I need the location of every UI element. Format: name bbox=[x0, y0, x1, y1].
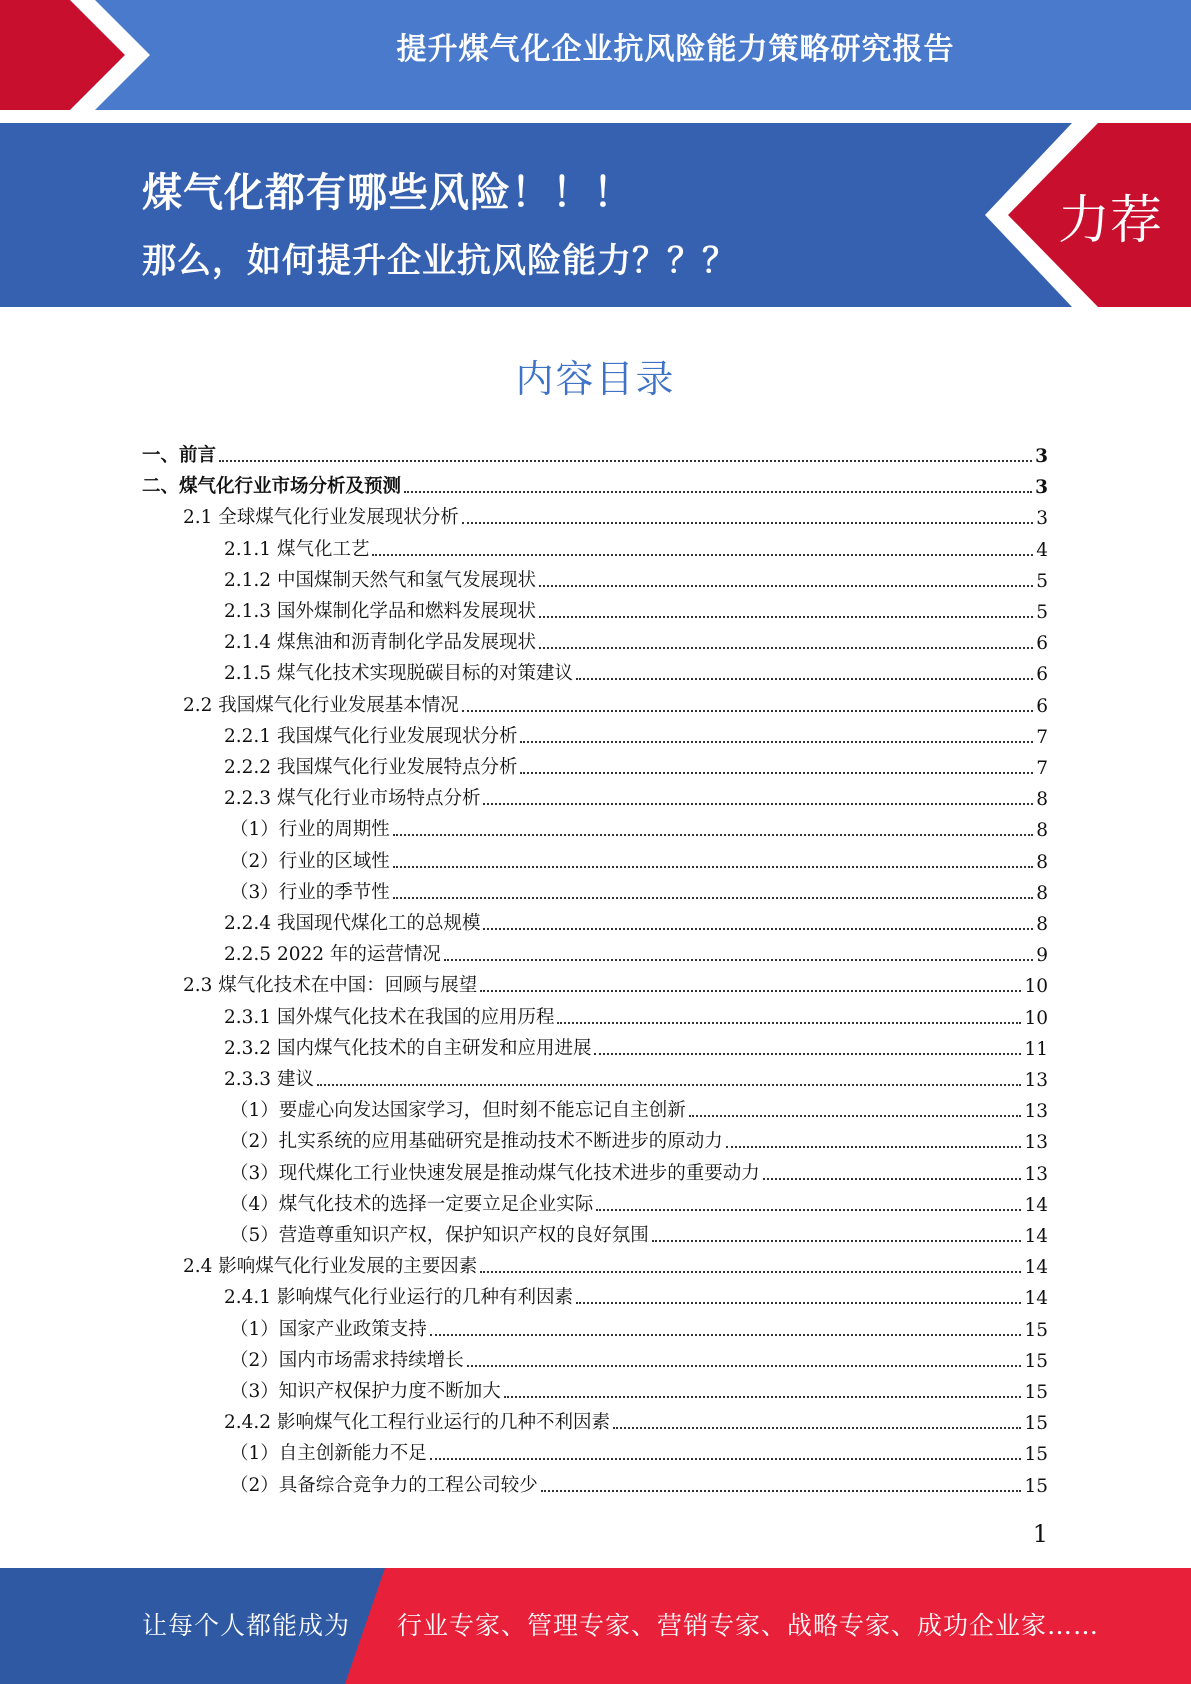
toc-entry-label: 2.2.2 我国煤气化行业发展特点分析 bbox=[224, 757, 518, 778]
toc-entry[interactable] bbox=[230, 1434, 1048, 1465]
toc-entry-label: （1）国家产业政策支持 bbox=[230, 1318, 427, 1340]
toc-entry-page: 6 bbox=[1036, 664, 1048, 686]
toc-entry-page: 15 bbox=[1024, 1475, 1048, 1497]
toc-leader-dots bbox=[613, 1427, 1021, 1429]
toc-entry[interactable] bbox=[224, 623, 1048, 654]
toc-entry-label: 2.4 影响煤气化行业发展的主要因素 bbox=[183, 1256, 478, 1278]
toc-entry-page: 7 bbox=[1036, 758, 1048, 779]
toc-entry[interactable] bbox=[230, 1091, 1048, 1122]
toc-entry[interactable] bbox=[224, 561, 1048, 592]
toc-leader-dots bbox=[504, 1396, 1022, 1398]
toc-entry[interactable] bbox=[224, 530, 1048, 561]
toc-entry-label: （2）扎实系统的应用基础研究是推动技术不断进步的原动力 bbox=[230, 1131, 723, 1153]
toc-entry-label: 2.3.2 国内煤气化技术的自主研发和应用进展 bbox=[224, 1037, 592, 1059]
toc-entry-label: （3）行业的季节性 bbox=[230, 881, 390, 903]
toc-entry-page: 15 bbox=[1024, 1319, 1048, 1341]
toc-entry[interactable] bbox=[230, 1310, 1048, 1341]
toc-entry-label: 2.1.4 煤焦油和沥青制化学品发展现状 bbox=[224, 632, 536, 654]
toc-entry-page: 3 bbox=[1035, 446, 1048, 467]
toc-entry-label: （1）自主创新能力不足 bbox=[230, 1443, 427, 1465]
toc-entry-label: 2.4.1 影响煤气化行业运行的几种有利因素 bbox=[224, 1287, 573, 1309]
toc-entry-label: 2.1.1 煤气化工艺 bbox=[224, 538, 370, 560]
hero-subheadline: 那么，如何提升企业抗风险能力？？？ bbox=[142, 241, 737, 281]
toc-entry-label: （2）行业的区域性 bbox=[230, 850, 390, 872]
report-title: 提升煤气化企业抗风险能力策略研究报告 bbox=[396, 32, 955, 67]
footer-banner bbox=[0, 1568, 1191, 1684]
toc-title: 内容目录 bbox=[515, 357, 676, 401]
toc-entry-page: 6 bbox=[1036, 633, 1048, 655]
hero-headline: 煤气化都有哪些风险！！！ bbox=[142, 170, 634, 216]
toc-entry-page: 15 bbox=[1024, 1382, 1048, 1403]
toc-entry-page: 3 bbox=[1035, 477, 1048, 499]
toc-entry[interactable] bbox=[230, 1466, 1048, 1497]
toc-leader-dots bbox=[393, 834, 1033, 836]
toc-leader-dots bbox=[596, 1209, 1021, 1211]
toc-entry-label: 2.1.2 中国煤制天然气和氢气发展现状 bbox=[224, 569, 536, 591]
toc-entry[interactable] bbox=[230, 1154, 1048, 1185]
toc-entry-label: 2.4.2 影响煤气化工程行业运行的几种不利因素 bbox=[224, 1412, 610, 1434]
toc-entry[interactable] bbox=[224, 1060, 1048, 1091]
toc-entry[interactable] bbox=[230, 1185, 1048, 1216]
toc-entry[interactable] bbox=[183, 686, 1048, 717]
toc-entry-label: 一、前言 bbox=[142, 445, 217, 466]
toc-entry-label: 2.2 我国煤气化行业发展基本情况 bbox=[183, 694, 459, 716]
toc-entry-label: 2.1.5 煤气化技术实现脱碳目标的对策建议 bbox=[224, 663, 573, 685]
toc-leader-dots bbox=[462, 522, 1033, 524]
toc-entry[interactable] bbox=[183, 498, 1048, 529]
toc-entry-page: 13 bbox=[1024, 1101, 1048, 1123]
toc-entry-label: 2.3.1 国外煤气化技术在我国的应用历程 bbox=[224, 1006, 555, 1028]
toc-entry[interactable] bbox=[183, 1247, 1048, 1278]
toc-entry[interactable] bbox=[224, 779, 1048, 810]
toc-entry[interactable] bbox=[183, 966, 1048, 997]
toc-entry-page: 11 bbox=[1024, 1038, 1048, 1060]
toc-entry-page: 8 bbox=[1036, 851, 1048, 873]
toc-entry-page: 4 bbox=[1036, 539, 1048, 561]
page-number: 1 bbox=[1032, 1520, 1048, 1548]
toc-entry-page: 5 bbox=[1036, 570, 1048, 592]
toc-entry[interactable] bbox=[224, 1278, 1048, 1309]
toc-leader-dots bbox=[430, 1334, 1022, 1336]
toc-entry[interactable] bbox=[230, 810, 1048, 841]
toc-leader-dots bbox=[539, 585, 1033, 587]
toc-leader-dots bbox=[483, 928, 1033, 930]
toc-entry-label: 2.2.1 我国煤气化行业发展现状分析 bbox=[224, 725, 518, 747]
toc-entry[interactable] bbox=[224, 904, 1048, 935]
toc-entry-page: 13 bbox=[1024, 1163, 1048, 1185]
toc-leader-dots bbox=[520, 741, 1033, 743]
toc-leader-dots bbox=[652, 1240, 1022, 1242]
toc-leader-dots bbox=[594, 1053, 1021, 1055]
toc-leader-dots bbox=[393, 897, 1033, 899]
toc-entry-page: 8 bbox=[1036, 789, 1048, 811]
toc-entry-label: （5）营造尊重知识产权，保护知识产权的良好氛围 bbox=[230, 1225, 649, 1246]
toc-leader-dots bbox=[462, 710, 1033, 712]
toc-entry[interactable] bbox=[224, 717, 1048, 748]
toc-entry-page: 9 bbox=[1036, 945, 1048, 967]
toc-leader-dots bbox=[480, 1271, 1021, 1273]
toc-entry[interactable] bbox=[230, 842, 1048, 873]
toc-leader-dots bbox=[763, 1178, 1022, 1180]
toc-entry[interactable] bbox=[142, 436, 1048, 467]
toc-entry-page: 14 bbox=[1024, 1226, 1048, 1247]
toc-leader-dots bbox=[520, 772, 1033, 774]
toc-leader-dots bbox=[541, 1490, 1022, 1492]
toc-entry[interactable] bbox=[224, 592, 1048, 623]
top-banner bbox=[0, 0, 1191, 110]
toc-entry[interactable] bbox=[224, 1403, 1048, 1434]
toc-leader-dots bbox=[404, 491, 1032, 493]
toc-entry[interactable] bbox=[142, 467, 1048, 498]
toc-entry-label: （1）行业的周期性 bbox=[230, 819, 390, 841]
toc-entry-page: 14 bbox=[1024, 1194, 1048, 1216]
toc-leader-dots bbox=[483, 803, 1033, 805]
toc-entry-page: 3 bbox=[1036, 508, 1048, 530]
toc-entry-label: （1）要虚心向发达国家学习，但时刻不能忘记自主创新 bbox=[230, 1100, 686, 1122]
toc-entry[interactable] bbox=[224, 748, 1048, 779]
toc-entry-page: 10 bbox=[1024, 1007, 1048, 1029]
toc-entry-page: 15 bbox=[1024, 1413, 1048, 1435]
toc-entry-page: 8 bbox=[1036, 914, 1048, 935]
toc-leader-dots bbox=[444, 959, 1033, 961]
toc-entry-page: 5 bbox=[1036, 602, 1048, 623]
toc-leader-dots bbox=[539, 647, 1033, 649]
toc-entry[interactable] bbox=[224, 654, 1048, 685]
hero-banner bbox=[0, 123, 1191, 307]
toc-leader-dots bbox=[393, 866, 1033, 868]
toc-entry-page: 13 bbox=[1024, 1070, 1048, 1091]
toc-entry-page: 15 bbox=[1024, 1350, 1048, 1372]
toc-entry[interactable] bbox=[224, 935, 1048, 966]
toc-leader-dots bbox=[689, 1115, 1022, 1117]
footer-slogan-right: 行业专家、管理专家、营销专家、战略专家、成功企业家…… bbox=[397, 1611, 1100, 1640]
recommend-badge: 力荐 bbox=[1058, 191, 1163, 251]
toc-entry-label: 2.2.5 2022 年的运营情况 bbox=[224, 944, 441, 966]
toc-entry-page: 13 bbox=[1024, 1132, 1048, 1154]
toc-entry-label: 2.3.3 建议 bbox=[224, 1069, 314, 1090]
toc-entry-page: 8 bbox=[1036, 882, 1048, 904]
toc-leader-dots bbox=[219, 460, 1032, 462]
toc-leader-dots bbox=[317, 1084, 1022, 1086]
toc-entry-label: 2.1 全球煤气化行业发展现状分析 bbox=[183, 507, 459, 529]
toc-entry-label: 2.1.3 国外煤制化学品和燃料发展现状 bbox=[224, 601, 536, 622]
toc-entry[interactable] bbox=[230, 1216, 1048, 1247]
toc-leader-dots bbox=[726, 1146, 1022, 1148]
toc-entry-label: 2.2.4 我国现代煤化工的总规模 bbox=[224, 913, 481, 934]
toc-entry-label: （4）煤气化技术的选择一定要立足企业实际 bbox=[230, 1193, 594, 1215]
toc-entry-page: 7 bbox=[1036, 726, 1048, 748]
toc-entry-label: 二、煤气化行业市场分析及预测 bbox=[142, 476, 402, 498]
toc-entry-page: 15 bbox=[1024, 1444, 1048, 1466]
toc-entry-page: 8 bbox=[1036, 820, 1048, 842]
toc-entry-label: （2）具备综合竞争力的工程公司较少 bbox=[230, 1474, 538, 1496]
toc-entry-page: 6 bbox=[1036, 695, 1048, 717]
toc-entry[interactable] bbox=[230, 1122, 1048, 1153]
toc-leader-dots bbox=[467, 1365, 1022, 1367]
toc-entry-label: （3）现代煤化工行业快速发展是推动煤气化技术进步的重要动力 bbox=[230, 1162, 760, 1184]
toc-leader-dots bbox=[430, 1458, 1022, 1460]
toc-entry-label: （2）国内市场需求持续增长 bbox=[230, 1349, 464, 1371]
footer-slogan-left: 让每个人都能成为 bbox=[142, 1611, 351, 1640]
toc-entry-page: 14 bbox=[1024, 1257, 1048, 1279]
toc-entry-page: 10 bbox=[1024, 976, 1048, 998]
toc-entry-label: 2.3 煤气化技术在中国：回顾与展望 bbox=[183, 975, 478, 997]
toc-leader-dots bbox=[576, 1302, 1021, 1304]
toc-entry[interactable] bbox=[230, 1341, 1048, 1372]
toc-leader-dots bbox=[576, 678, 1033, 680]
toc-entry-label: （3）知识产权保护力度不断加大 bbox=[230, 1381, 501, 1402]
toc-entry[interactable] bbox=[230, 873, 1048, 904]
toc-leader-dots bbox=[480, 990, 1021, 992]
toc-leader-dots bbox=[557, 1022, 1021, 1024]
toc-entry-page: 14 bbox=[1024, 1288, 1048, 1310]
toc-entry[interactable] bbox=[224, 998, 1048, 1029]
toc-entry[interactable] bbox=[224, 1029, 1048, 1060]
toc-leader-dots bbox=[539, 616, 1033, 618]
toc-entry[interactable] bbox=[230, 1372, 1048, 1403]
toc-entry-label: 2.2.3 煤气化行业市场特点分析 bbox=[224, 788, 481, 810]
toc-leader-dots bbox=[372, 554, 1033, 556]
